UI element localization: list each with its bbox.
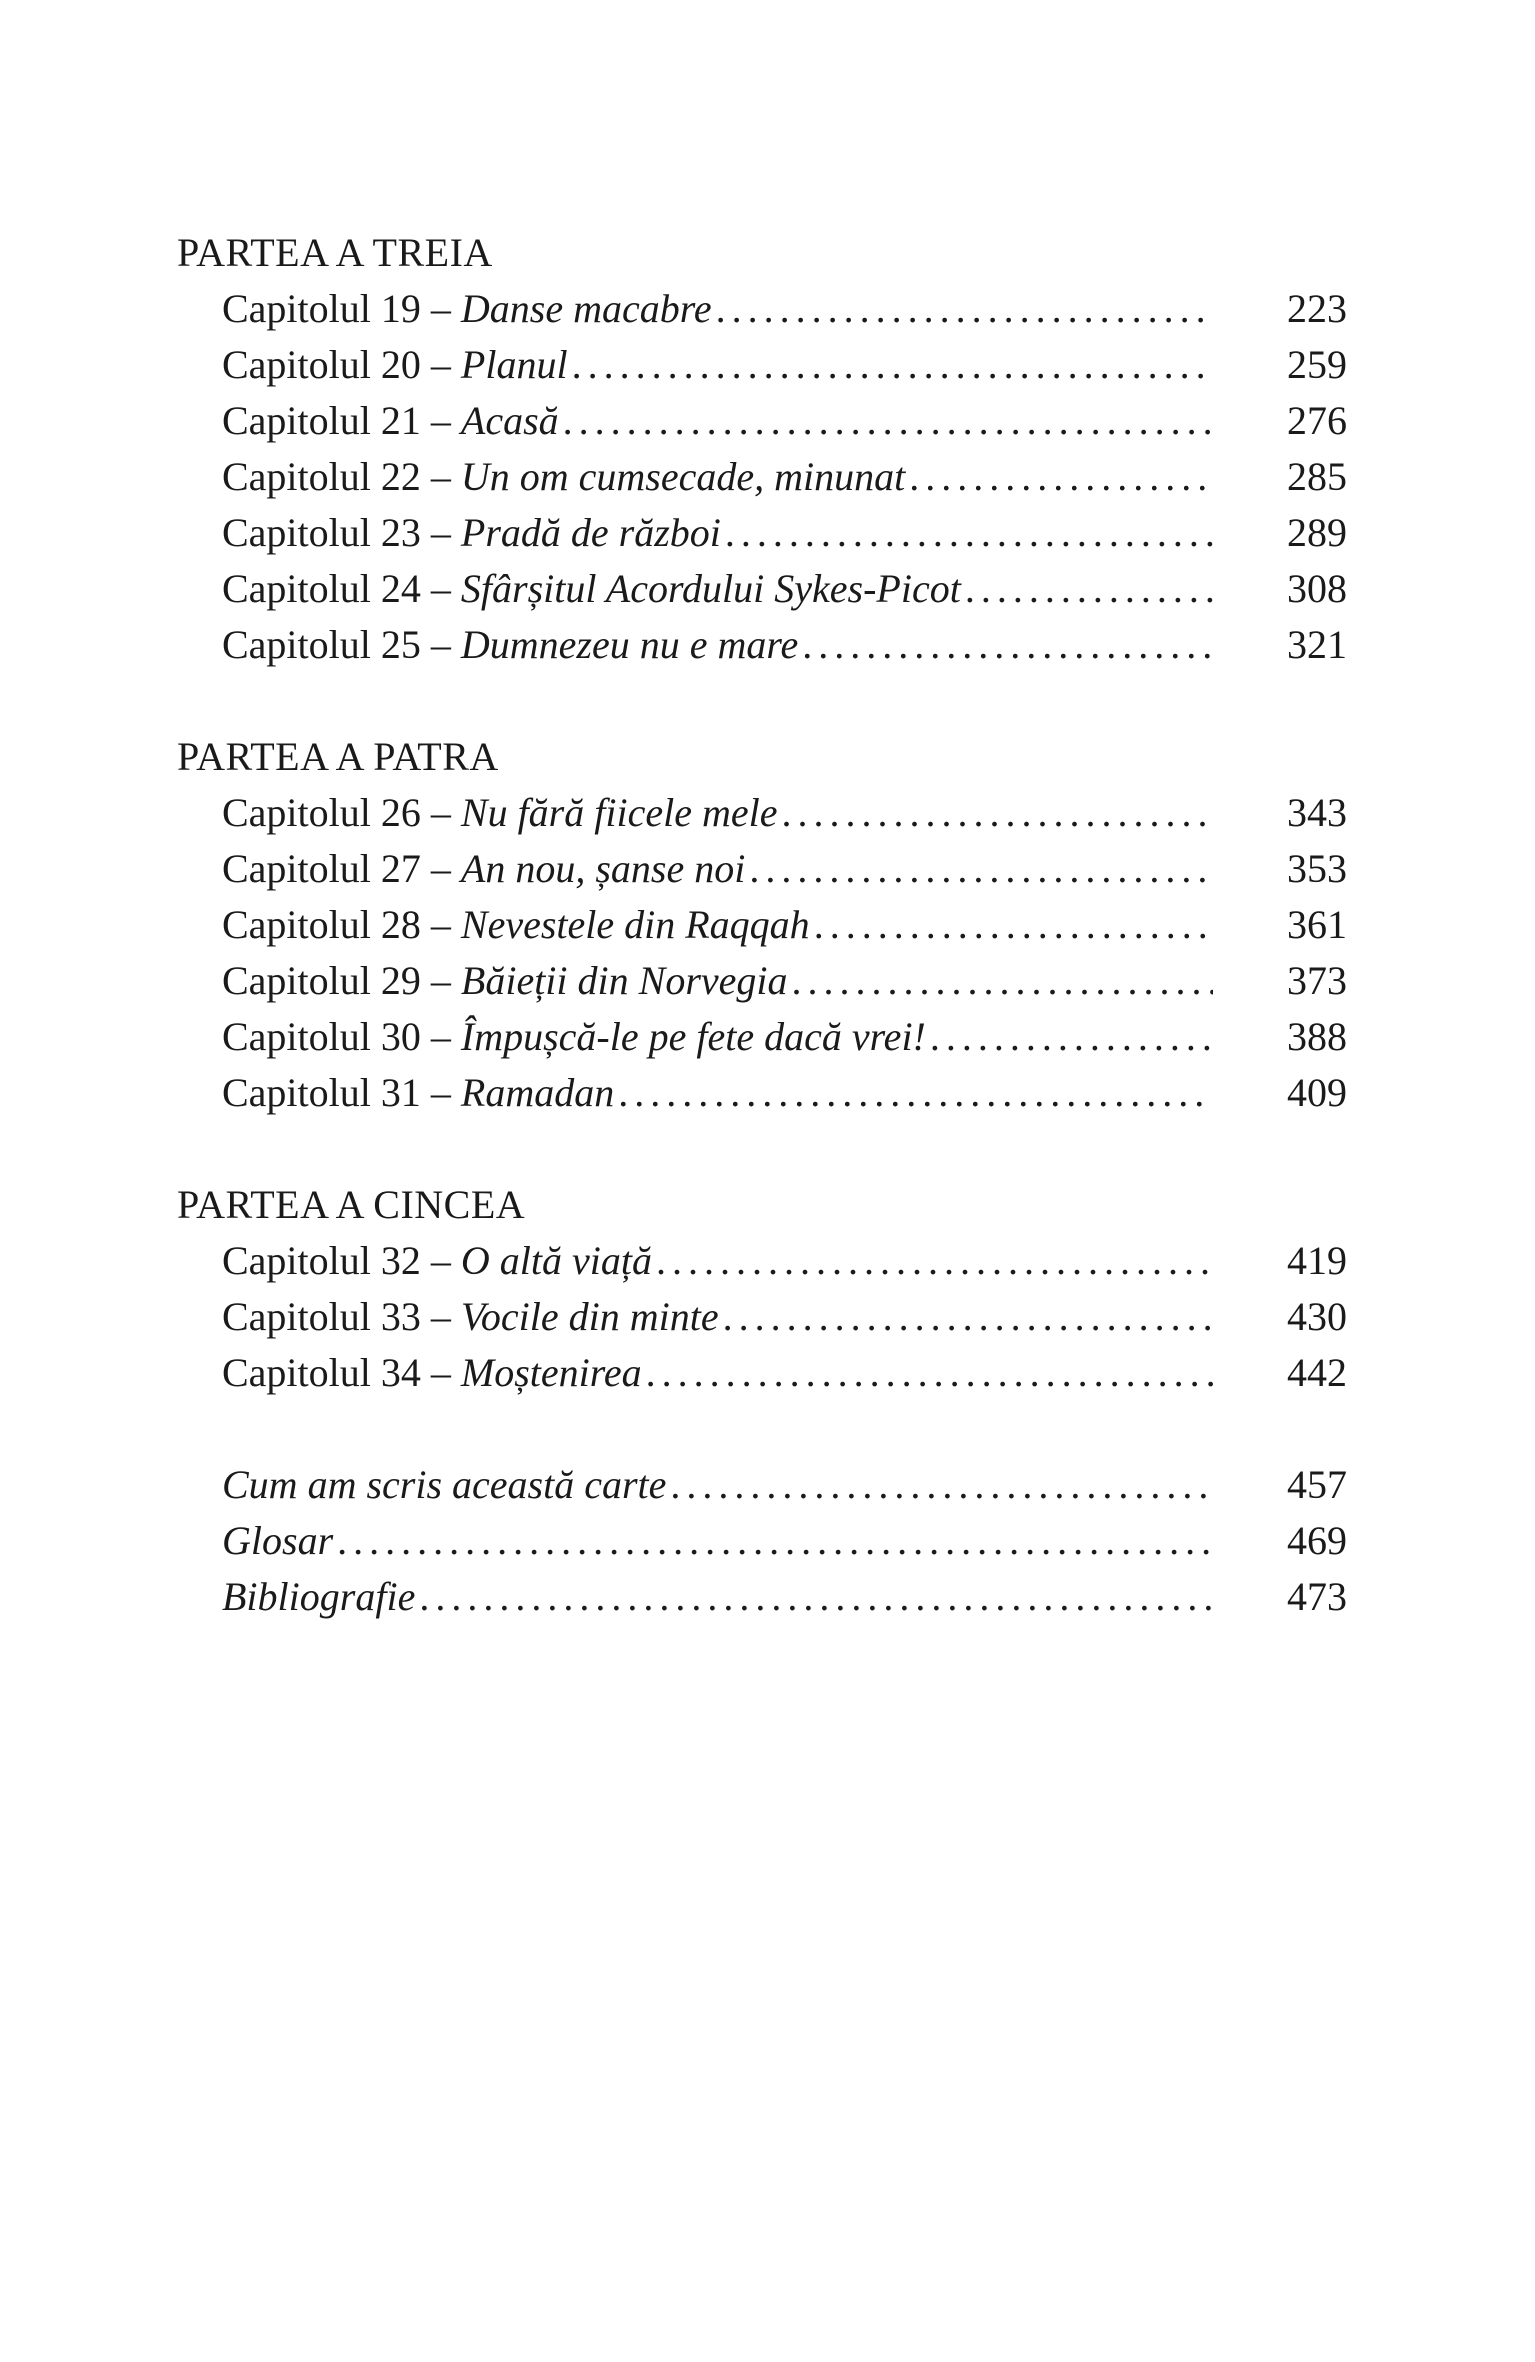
- entry-label: [222, 617, 798, 673]
- entry-label: [222, 393, 559, 449]
- entry-prefix: Capitolul 25 –: [222, 622, 461, 667]
- entry-label: [222, 897, 810, 953]
- entry-prefix: Capitolul 30 –: [222, 1014, 461, 1059]
- toc-entry-glossary[interactable]: [177, 1513, 1347, 1569]
- entry-prefix: Capitolul 33 –: [222, 1294, 461, 1339]
- dot-leader: [781, 785, 1213, 841]
- toc-entry-chapter-27[interactable]: [177, 841, 1347, 897]
- entry-page-number: 343: [1287, 790, 1347, 835]
- entry-page-number: 308: [1287, 566, 1347, 611]
- dot-leader: [909, 449, 1213, 505]
- dot-leader: [802, 617, 1213, 673]
- entry-title: Glosar: [222, 1518, 334, 1563]
- toc-entry-chapter-23[interactable]: [177, 505, 1347, 561]
- entry-title: Planul: [460, 342, 568, 387]
- entry-label: [222, 1065, 614, 1121]
- entry-prefix: Capitolul 24 –: [222, 566, 461, 611]
- entry-label: [222, 1345, 642, 1401]
- entry-page-number: 442: [1287, 1350, 1347, 1395]
- toc-entry-chapter-19[interactable]: [177, 281, 1347, 337]
- dot-leader: [930, 1009, 1213, 1065]
- entry-page-number: 361: [1287, 902, 1347, 947]
- entry-title: An nou, șanse noi: [460, 846, 746, 891]
- entry-title: Ramadan: [460, 1070, 615, 1115]
- section-title: PARTEA A CINCEA: [177, 1182, 526, 1227]
- entry-label: [222, 561, 961, 617]
- section-title: PARTEA A TREIA: [177, 230, 493, 275]
- entry-page-number: 430: [1287, 1294, 1347, 1339]
- toc-entry-chapter-30[interactable]: [177, 1009, 1347, 1065]
- toc-entry-chapter-21[interactable]: [177, 393, 1347, 449]
- entry-prefix: Capitolul 32 –: [222, 1238, 461, 1283]
- entry-prefix: Capitolul 34 –: [222, 1350, 461, 1395]
- toc-entry-chapter-28[interactable]: [177, 897, 1347, 953]
- toc-section-part-four: [177, 729, 1347, 1121]
- entry-page-number: 388: [1287, 1014, 1347, 1059]
- entry-title: Bibliografie: [222, 1574, 416, 1619]
- entry-title: Vocile din minte: [460, 1294, 719, 1339]
- dot-leader: [749, 841, 1213, 897]
- section-title: PARTEA A PATRA: [177, 734, 499, 779]
- entry-prefix: Capitolul 28 –: [222, 902, 461, 947]
- entry-label: [222, 953, 788, 1009]
- entry-page-number: 276: [1287, 398, 1347, 443]
- entry-page-number: 289: [1287, 510, 1347, 555]
- toc-entry-how-written[interactable]: [177, 1457, 1347, 1513]
- entry-label: [222, 505, 721, 561]
- toc-entry-chapter-31[interactable]: [177, 1065, 1347, 1121]
- entry-page-number: 419: [1287, 1238, 1347, 1283]
- entry-label: [222, 337, 568, 393]
- toc-entry-chapter-34[interactable]: [177, 1345, 1347, 1401]
- entry-title: Danse macabre: [460, 286, 712, 331]
- entry-page-number: 473: [1287, 1574, 1347, 1619]
- entry-title: Pradă de război: [460, 510, 721, 555]
- entry-prefix: Capitolul 31 –: [222, 1070, 461, 1115]
- entry-prefix: Capitolul 21 –: [222, 398, 461, 443]
- entry-label: [222, 785, 777, 841]
- dot-leader: [723, 1289, 1213, 1345]
- entry-label: [222, 449, 905, 505]
- toc-entry-chapter-29[interactable]: [177, 953, 1347, 1009]
- toc-entry-chapter-32[interactable]: [177, 1233, 1347, 1289]
- entry-title: Dumnezeu nu e mare: [460, 622, 799, 667]
- toc-section-part-three: [177, 225, 1347, 673]
- entry-title: Băieții din Norvegia: [460, 958, 788, 1003]
- entry-prefix: Capitolul 29 –: [222, 958, 461, 1003]
- toc-entry-bibliography[interactable]: [177, 1569, 1347, 1625]
- dot-leader: [618, 1065, 1213, 1121]
- dot-leader: [670, 1457, 1213, 1513]
- entry-page-number: 373: [1287, 958, 1347, 1003]
- dot-leader: [716, 281, 1213, 337]
- entry-page-number: 353: [1287, 846, 1347, 891]
- dot-leader: [814, 897, 1213, 953]
- toc-entry-chapter-33[interactable]: [177, 1289, 1347, 1345]
- entry-page-number: 321: [1287, 622, 1347, 667]
- entry-label: [222, 841, 745, 897]
- dot-leader: [572, 337, 1213, 393]
- dot-leader: [419, 1569, 1213, 1625]
- entry-title: Cum am scris această carte: [222, 1462, 667, 1507]
- toc-entry-chapter-20[interactable]: [177, 337, 1347, 393]
- entry-title: Sfârșitul Acordului Sykes-Picot: [460, 566, 961, 611]
- toc-entry-chapter-24[interactable]: [177, 561, 1347, 617]
- entry-page-number: 223: [1287, 286, 1347, 331]
- entry-title: O altă viață: [460, 1238, 652, 1283]
- dot-leader: [337, 1513, 1213, 1569]
- entry-page-number: 457: [1287, 1462, 1347, 1507]
- entry-prefix: Capitolul 19 –: [222, 286, 461, 331]
- entry-label: [222, 1233, 652, 1289]
- dot-leader: [646, 1345, 1213, 1401]
- entry-page-number: 285: [1287, 454, 1347, 499]
- dot-leader: [563, 393, 1213, 449]
- toc-entry-chapter-25[interactable]: [177, 617, 1347, 673]
- entry-prefix: Capitolul 22 –: [222, 454, 461, 499]
- entry-prefix: Capitolul 27 –: [222, 846, 461, 891]
- entry-title: Acasă: [460, 398, 559, 443]
- dot-leader: [656, 1233, 1213, 1289]
- entry-title: Împușcă-le pe fete dacă vrei!: [460, 1014, 926, 1059]
- entry-label: [222, 281, 712, 337]
- entry-label: [222, 1289, 719, 1345]
- entry-prefix: Capitolul 23 –: [222, 510, 461, 555]
- entry-label: [222, 1009, 926, 1065]
- entry-page-number: 469: [1287, 1518, 1347, 1563]
- dot-leader: [792, 953, 1213, 1009]
- dot-leader: [965, 561, 1213, 617]
- table-of-contents: [177, 225, 1347, 1681]
- entry-prefix: Capitolul 20 –: [222, 342, 461, 387]
- entry-title: Moștenirea: [460, 1350, 642, 1395]
- entry-prefix: Capitolul 26 –: [222, 790, 461, 835]
- dot-leader: [725, 505, 1213, 561]
- entry-title: Nu fără fiicele mele: [460, 790, 778, 835]
- toc-entry-chapter-26[interactable]: [177, 785, 1347, 841]
- entry-page-number: 259: [1287, 342, 1347, 387]
- entry-page-number: 409: [1287, 1070, 1347, 1115]
- entry-title: Nevestele din Raqqah: [460, 902, 810, 947]
- entry-title: Un om cumsecade, minunat: [460, 454, 906, 499]
- toc-appendix: [177, 1457, 1347, 1625]
- toc-entry-chapter-22[interactable]: [177, 449, 1347, 505]
- toc-section-part-five: [177, 1177, 1347, 1401]
